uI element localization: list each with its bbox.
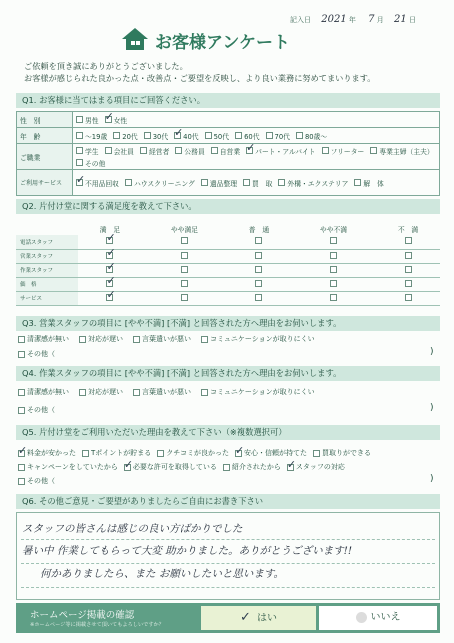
checkbox[interactable] xyxy=(201,389,208,396)
q2-cell xyxy=(227,263,291,277)
checkbox[interactable] xyxy=(133,389,140,396)
checkbox[interactable] xyxy=(181,266,188,273)
rule-line xyxy=(21,587,435,588)
checkbox[interactable] xyxy=(205,132,212,139)
checkbox[interactable] xyxy=(255,266,262,273)
q1-row-options xyxy=(73,144,440,170)
option[interactable] xyxy=(201,334,315,344)
option[interactable] xyxy=(211,146,240,156)
option[interactable] xyxy=(76,158,105,168)
intro-line-1: ご依頼を頂き誠にありがとうございました。 xyxy=(24,61,188,71)
q1-row xyxy=(17,170,440,196)
q2-cell xyxy=(376,249,440,263)
checkbox[interactable] xyxy=(266,132,273,139)
q2-cell xyxy=(142,277,227,291)
option-label: 外構・エクステリア xyxy=(287,179,349,188)
q2-row xyxy=(16,249,440,263)
option[interactable] xyxy=(105,146,134,156)
q3-other-label: その他（ xyxy=(27,350,55,358)
option[interactable] xyxy=(18,448,76,458)
option[interactable] xyxy=(76,146,99,156)
checkbox[interactable] xyxy=(181,280,188,287)
option-label: 60代 xyxy=(244,132,260,141)
checkbox[interactable] xyxy=(313,450,320,457)
option-label: 女性 xyxy=(113,116,128,125)
q2-cell xyxy=(142,235,227,249)
option[interactable] xyxy=(235,448,307,458)
option-label: 遺品整理 xyxy=(209,179,238,188)
checkbox[interactable] xyxy=(175,147,182,154)
comment-line-3: 何かありましたら、また お願いしたいと思います。 xyxy=(40,568,284,580)
option[interactable] xyxy=(76,115,99,125)
checkbox[interactable] xyxy=(255,294,262,301)
option[interactable] xyxy=(140,146,169,156)
option-label: 50代 xyxy=(213,132,230,141)
q2-row xyxy=(16,235,440,249)
checked-checkbox[interactable] xyxy=(287,464,294,471)
q4-paren-close: ) xyxy=(430,403,434,413)
option[interactable] xyxy=(243,178,272,188)
option-label: 自営業 xyxy=(219,147,241,156)
date-year: 2021 xyxy=(321,14,347,25)
q2-row-label: 価 格 xyxy=(16,277,78,291)
checkbox[interactable] xyxy=(211,147,218,154)
q2-cell xyxy=(376,291,440,305)
checkbox[interactable] xyxy=(201,336,208,343)
q2-cell xyxy=(376,263,440,277)
q2-table xyxy=(16,222,440,306)
q2-cell xyxy=(291,249,376,263)
checked-checkbox[interactable] xyxy=(106,237,113,244)
option[interactable] xyxy=(113,131,137,141)
check-icon: ✓ xyxy=(240,610,251,625)
q2-cell xyxy=(291,235,376,249)
option[interactable] xyxy=(354,178,383,188)
option-label: 不用品回収 xyxy=(85,179,119,188)
q5-other-label: その他（ xyxy=(27,477,55,485)
option-label: コミュニケーションが取りにくい xyxy=(210,388,315,396)
q2-cell xyxy=(376,277,440,291)
q2-row-label: サービス xyxy=(16,291,78,305)
checkbox[interactable] xyxy=(201,179,208,186)
checkbox[interactable] xyxy=(330,237,337,244)
rule-line xyxy=(21,563,435,564)
option-label: その他 xyxy=(85,159,106,168)
option[interactable] xyxy=(235,131,259,141)
q1-row-label: 性 別 xyxy=(17,112,73,128)
option[interactable] xyxy=(82,448,151,458)
option-label: 解 体 xyxy=(363,179,384,188)
option-label: 男性 xyxy=(85,116,99,125)
option[interactable] xyxy=(201,387,315,397)
checkbox[interactable] xyxy=(405,294,412,301)
checkbox[interactable] xyxy=(133,336,140,343)
consent-title: ホームページ掲載の確認 xyxy=(30,610,135,621)
q5-heading: Q5. 片付け堂をご利用いただいた理由を教えて下さい（※複数選択可） xyxy=(16,425,440,440)
checkbox[interactable] xyxy=(76,132,83,139)
comment-line-2: 暑い中 作業してもらって大変 助かりました。ありがとうございます!! xyxy=(22,545,353,557)
option[interactable] xyxy=(278,178,348,188)
option[interactable] xyxy=(76,131,107,141)
option[interactable] xyxy=(79,334,123,344)
checkbox[interactable] xyxy=(235,132,242,139)
checkbox[interactable] xyxy=(243,179,250,186)
q2-cell xyxy=(376,235,440,249)
option[interactable] xyxy=(144,131,168,141)
option[interactable] xyxy=(76,178,119,188)
checked-checkbox[interactable] xyxy=(106,294,113,301)
option[interactable] xyxy=(125,178,195,188)
comment-line-1: スタッフの皆さんは感じの良い方ばかりでした xyxy=(22,523,243,535)
option-label: 紹介されたから xyxy=(231,463,281,471)
option-label: フリーター xyxy=(330,147,365,156)
q2-row-label: 作業スタッフ xyxy=(16,263,78,277)
q2-cell xyxy=(142,249,227,263)
house-logo-icon xyxy=(121,27,149,51)
option[interactable] xyxy=(223,462,281,472)
option-label: 40代 xyxy=(183,132,199,141)
q2-column-header: 不 満 xyxy=(397,225,419,234)
q1-row-options xyxy=(73,128,440,144)
day-unit: 日 xyxy=(408,16,416,24)
q5-paren-close: ) xyxy=(430,474,434,484)
q2-column-header: やや満足 xyxy=(170,225,199,234)
checkbox[interactable] xyxy=(223,464,230,471)
option-label: 公務員 xyxy=(184,147,205,156)
option-label: 清潔感が無い xyxy=(27,388,69,396)
checkbox[interactable] xyxy=(76,147,83,154)
option-label: 清潔感が無い xyxy=(27,335,69,343)
checkbox[interactable] xyxy=(157,450,164,457)
option[interactable] xyxy=(313,448,371,458)
homepage-consent-bar xyxy=(16,603,440,633)
option-label: クチコミが良かった xyxy=(166,449,230,457)
checkbox[interactable] xyxy=(405,237,412,244)
checkbox[interactable] xyxy=(405,266,412,273)
q2-column-header: やや不満 xyxy=(319,225,348,234)
option-label: 言葉遣いが悪い xyxy=(142,388,191,396)
option-label: 料金が安かった xyxy=(27,449,76,457)
option[interactable] xyxy=(201,178,237,188)
page-title: お客様アンケート xyxy=(155,33,290,53)
q3-heading: Q3. 営業スタッフの項目に [やや不満] [不満] と回答された方へ理由をお伺いします。 xyxy=(16,316,440,331)
checkbox[interactable] xyxy=(140,147,147,154)
option-label: 買 取 xyxy=(252,179,273,188)
q5-options-row1 xyxy=(18,448,371,458)
checkbox[interactable] xyxy=(181,252,188,259)
checkbox[interactable] xyxy=(18,389,25,396)
option-label: コミュニケーションが取りにくい xyxy=(210,335,315,343)
q2-cell xyxy=(227,249,291,263)
q5-other-row xyxy=(18,476,55,486)
option-label: 必要な許可を取得している xyxy=(132,463,217,471)
checkbox[interactable] xyxy=(330,294,337,301)
checkbox[interactable] xyxy=(181,237,188,244)
option-label: 対応が遅い xyxy=(88,335,123,343)
option[interactable] xyxy=(133,387,191,397)
q1-table xyxy=(16,111,440,196)
checkbox[interactable] xyxy=(255,252,262,259)
yes-label: はい xyxy=(256,613,277,624)
no-option[interactable] xyxy=(319,606,437,630)
q4-options xyxy=(18,387,315,397)
option-label: ハウスクリーニング xyxy=(133,179,195,188)
q1-row xyxy=(17,144,440,170)
option-label: 対応が遅い xyxy=(88,388,123,396)
date-day: 21 xyxy=(394,14,407,25)
q1-row-label: 年 齢 xyxy=(17,128,73,144)
option[interactable] xyxy=(157,448,229,458)
yes-option[interactable] xyxy=(201,606,316,630)
option[interactable] xyxy=(18,334,69,344)
checkbox[interactable] xyxy=(76,116,83,123)
checked-checkbox[interactable] xyxy=(106,280,113,287)
q1-row-options xyxy=(73,170,440,196)
q2-row xyxy=(16,277,440,291)
checkbox[interactable] xyxy=(330,280,337,287)
checkbox[interactable] xyxy=(76,159,83,166)
q2-row-label: 営業スタッフ xyxy=(16,249,78,263)
option-label: スタッフの対応 xyxy=(295,463,345,471)
month-unit: 月 xyxy=(376,16,384,24)
checkbox[interactable] xyxy=(405,280,412,287)
checkbox[interactable] xyxy=(18,478,25,485)
q1-row-label: ご職業 xyxy=(17,144,73,170)
q2-row-label: 電話スタッフ xyxy=(16,235,78,249)
checked-checkbox[interactable] xyxy=(124,464,131,471)
option[interactable] xyxy=(18,462,118,472)
q1-row-options xyxy=(73,112,440,128)
consent-subtitle: ※ホームページ等に掲載させて頂いてもよろしいですか？ xyxy=(30,622,164,628)
option[interactable] xyxy=(370,146,433,156)
option[interactable] xyxy=(175,146,204,156)
checkbox[interactable] xyxy=(18,351,25,358)
checked-checkbox[interactable] xyxy=(246,147,253,154)
date-label: 記入日 xyxy=(290,16,311,24)
q2-row xyxy=(16,263,440,277)
q2-heading: Q2. 片付け堂に関する満足度を教えて下さい。 xyxy=(16,199,440,214)
checkbox[interactable] xyxy=(79,389,86,396)
checkbox[interactable] xyxy=(405,252,412,259)
date-month: 7 xyxy=(368,14,375,25)
option[interactable] xyxy=(322,146,365,156)
checked-checkbox[interactable] xyxy=(18,450,25,457)
checkbox[interactable] xyxy=(322,147,329,154)
option-label: 買取りができる xyxy=(322,449,372,457)
checkbox[interactable] xyxy=(278,179,285,186)
option[interactable] xyxy=(296,131,327,141)
checkbox[interactable] xyxy=(125,179,132,186)
checkbox[interactable] xyxy=(330,266,337,273)
checkbox[interactable] xyxy=(144,132,151,139)
no-label: いいえ xyxy=(370,612,401,623)
checkbox[interactable] xyxy=(354,179,361,186)
checked-checkbox[interactable] xyxy=(76,179,83,186)
q1-row xyxy=(17,112,440,128)
checkbox[interactable] xyxy=(296,132,303,139)
intro-text xyxy=(24,60,375,84)
checked-checkbox[interactable] xyxy=(174,132,181,139)
option[interactable] xyxy=(133,334,191,344)
option-label: パート・アルバイト xyxy=(255,147,316,156)
q4-other-label: その他（ xyxy=(27,406,55,414)
q6-heading: Q6. その他ご意見・ご要望がありましたらご自由にお書き下さい xyxy=(16,494,440,509)
checkbox[interactable] xyxy=(330,252,337,259)
date-field xyxy=(290,14,416,25)
q1-row xyxy=(17,128,440,144)
checkbox[interactable] xyxy=(370,147,377,154)
option-label: Tポイントが貯まる xyxy=(91,449,152,457)
checkbox[interactable] xyxy=(18,464,25,471)
q5-options-row2 xyxy=(18,462,345,472)
checkbox[interactable] xyxy=(18,407,25,414)
option-label: 会社員 xyxy=(113,147,134,156)
q2-column-header: 普 通 xyxy=(248,225,270,234)
q2-cell xyxy=(78,291,142,305)
option-label: 学生 xyxy=(85,147,99,156)
q2-cell xyxy=(291,263,376,277)
option[interactable] xyxy=(174,131,198,141)
checkbox[interactable] xyxy=(79,336,86,343)
q2-cell xyxy=(227,291,291,305)
checkbox[interactable] xyxy=(105,147,112,154)
option[interactable] xyxy=(266,131,290,141)
q2-cell xyxy=(291,291,376,305)
q2-cell xyxy=(227,235,291,249)
option[interactable] xyxy=(18,387,69,397)
checked-checkbox[interactable] xyxy=(106,266,113,273)
option[interactable] xyxy=(124,462,217,472)
q2-cell xyxy=(142,263,227,277)
option[interactable] xyxy=(105,115,128,125)
q3-other-row xyxy=(18,349,55,359)
q2-cell xyxy=(227,277,291,291)
checkbox[interactable] xyxy=(181,294,188,301)
checked-checkbox[interactable] xyxy=(106,252,113,259)
checked-checkbox[interactable] xyxy=(105,116,112,123)
option-label: 安心・信頼が持てた xyxy=(244,449,308,457)
q2-column-header: 満 足 xyxy=(99,225,121,234)
intro-line-2: お客様が感じられた良かった点・改善点・ご要望を反映し、より良い業務に努めてまいります。 xyxy=(24,73,376,83)
checkbox[interactable] xyxy=(113,132,120,139)
option-label: 80歳〜 xyxy=(304,132,328,141)
q4-other-row xyxy=(18,405,55,415)
option-label: 言葉遣いが悪い xyxy=(142,335,191,343)
option-label: 30代 xyxy=(152,132,169,141)
option-label: 経営者 xyxy=(148,147,170,156)
option-label: 70代 xyxy=(274,132,290,141)
checkbox[interactable] xyxy=(18,336,25,343)
year-unit: 年 xyxy=(348,16,356,24)
option[interactable] xyxy=(205,131,229,141)
option-label: 〜19歳 xyxy=(85,132,108,141)
q2-row xyxy=(16,291,440,305)
option[interactable] xyxy=(287,462,345,472)
q4-heading: Q4. 作業スタッフの項目に [やや不満] [不満] と回答された方へ理由をお伺いします。 xyxy=(16,366,440,381)
checkbox[interactable] xyxy=(255,237,262,244)
q2-cell xyxy=(291,277,376,291)
q1-row-label: ご利用サービス xyxy=(17,170,73,196)
option[interactable] xyxy=(79,387,123,397)
q2-cell xyxy=(142,291,227,305)
checked-checkbox[interactable] xyxy=(235,450,242,457)
q1-heading: Q1. お客様に当てはまる項目にご回答ください。 xyxy=(16,93,440,108)
option-label: 20代 xyxy=(122,132,138,141)
option[interactable] xyxy=(246,146,315,156)
option-label: 専業主婦（主夫） xyxy=(379,147,434,156)
checkbox[interactable] xyxy=(82,450,89,457)
option-label: キャンペーンをしていたから xyxy=(27,463,118,471)
q3-paren-close: ) xyxy=(430,347,434,357)
q3-options xyxy=(18,334,315,344)
radio-circle-icon xyxy=(356,612,367,623)
rule-line xyxy=(21,539,435,540)
checkbox[interactable] xyxy=(255,280,262,287)
